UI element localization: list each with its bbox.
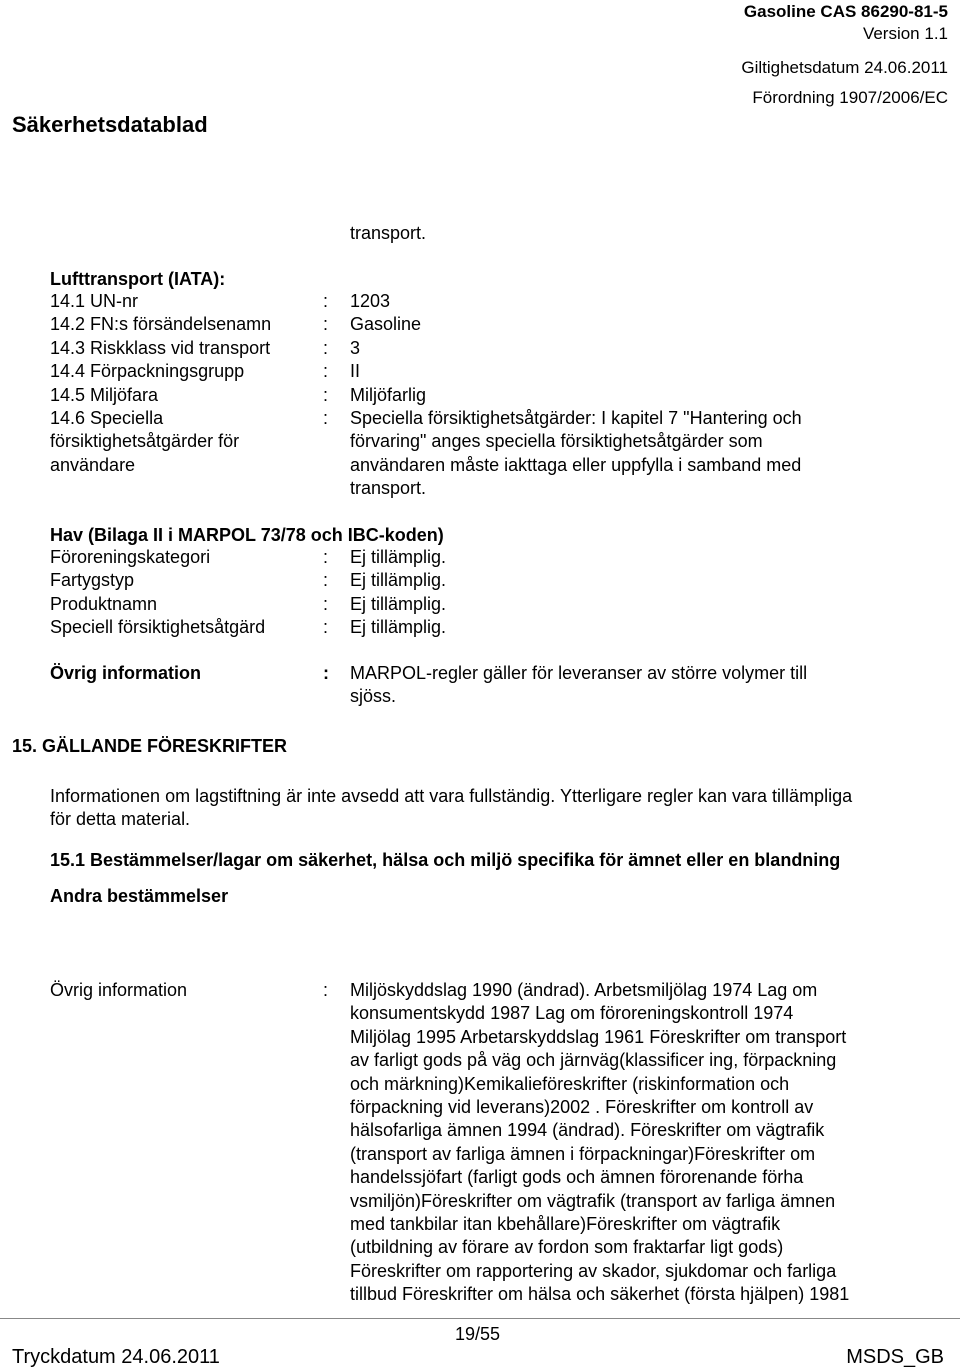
sea-transport-heading: Hav (Bilaga II i MARPOL 73/78 och IBC-koden) [50, 525, 444, 545]
value-line: transport. [350, 478, 427, 499]
row-colon: : [323, 408, 329, 428]
row-value: 3 [350, 337, 361, 358]
version-label: Version 1.1 [862, 24, 948, 43]
row-value: Ej tillämplig. [350, 570, 447, 591]
row-value: Ej tillämplig. [350, 547, 447, 567]
row-label: Fartygstyp [50, 570, 135, 591]
intro-line: för detta material. [50, 809, 191, 830]
regulation-line: hälsofarliga ämnen 1994 (ändrad). Föreskrifter om vägtrafik [350, 1120, 825, 1141]
other-information-label: Övrig information [50, 980, 188, 1000]
row-colon: : [323, 337, 329, 358]
label-line: försiktighetsåtgärder för [50, 431, 240, 452]
value-line: MARPOL-regler gäller för leveranser av större volymer till [350, 663, 808, 683]
regulation-line: (utbildning av förare av fordon som fraktarfar ligt gods) [350, 1237, 784, 1258]
section-15-1-heading: 15.1 Bestämmelser/lagar om säkerhet, hälsa och miljö specifika för ämnet eller en blandning [50, 850, 841, 870]
carryover-text: transport. [350, 223, 427, 243]
air-transport-heading: Lufttransport (IATA): [50, 269, 226, 289]
print-date: Tryckdatum 24.06.2011 [12, 1346, 220, 1368]
regulation-line: (transport av farliga ämnen i förpackningar)Föreskrifter om [350, 1143, 816, 1164]
row-colon: : [323, 384, 329, 405]
regulations-list [350, 979, 849, 1307]
regulation-line: och märkning)Kemikalieföreskrifter (riskinformation och [350, 1073, 790, 1094]
other-information-value [350, 662, 807, 709]
special-precautions-value [350, 407, 802, 501]
regulation-line: handelssjöfart (farligt gods och ämnen förorenande förha [350, 1167, 804, 1188]
row-label: 14.3 Riskklass vid transport [50, 337, 271, 358]
row-value: Ej tillämplig. [350, 593, 447, 614]
regulation-line: Miljölag 1995 Arbetarskyddslag 1961 Föreskrifter om transport [350, 1026, 847, 1047]
row-colon: : [323, 980, 329, 1000]
regulation-line: av farligt gods på väg och järnväg(klassificer ing, förpackning [350, 1050, 837, 1071]
row-colon: : [323, 617, 329, 638]
regulation-line: tillbud Föreskrifter om hälsa och säkerhet (första hjälpen) 1981 [350, 1284, 850, 1305]
row-colon: : [323, 361, 329, 382]
row-value: Miljöfarlig [350, 384, 427, 405]
value-line: Speciella försiktighetsåtgärder: I kapitel 7 "Hantering och [350, 408, 802, 428]
regulation-label: Förordning 1907/2006/EC [752, 88, 948, 107]
regulation-line: förpackning vid leverans)2002 . Föreskrifter om kontroll av [350, 1097, 814, 1118]
validity-date: Giltighetsdatum 24.06.2011 [741, 58, 948, 77]
row-label: 14.5 Miljöfara [50, 384, 159, 405]
regulation-line: med tankbilar itan kbehållare)Föreskrifter om vägtrafik [350, 1214, 781, 1235]
row-colon: : [323, 314, 329, 335]
value-line: användaren måste iakttaga eller uppfylla i samband med [350, 454, 802, 475]
regulation-line: Föreskrifter om rapportering av skador, sjukdomar och farliga [350, 1260, 837, 1281]
row-label: 14.4 Förpackningsgrupp [50, 361, 245, 382]
regulation-line: Miljöskyddslag 1990 (ändrad). Arbetsmiljölag 1974 Lag om [350, 980, 818, 1000]
row-value: II [350, 361, 361, 382]
special-precautions-label [50, 407, 239, 477]
section-15-heading: 15. GÄLLANDE FÖRESKRIFTER [12, 736, 288, 756]
regulation-line: vsmiljön)Föreskrifter om vägtrafik (transport av farliga ämnen [350, 1190, 836, 1211]
regulation-line: konsumentskydd 1987 Lag om föroreningskontroll 1974 [350, 1003, 794, 1024]
value-line: sjöss. [350, 686, 397, 707]
intro-line: Informationen om lagstiftning är inte avsedd att vara fullständig. Ytterligare regler kan vara tillämpliga [50, 786, 853, 806]
row-colon: : [323, 570, 329, 591]
row-label: Produktnamn [50, 593, 158, 614]
other-rules-heading: Andra bestämmelser [50, 886, 229, 906]
row-label: Föroreningskategori [50, 547, 211, 567]
document-code: MSDS_GB [846, 1346, 944, 1368]
row-colon: : [323, 291, 329, 311]
label-line: användare [50, 454, 136, 475]
row-value: 1203 [350, 291, 391, 311]
document-title: Säkerhetsdatablad [12, 112, 208, 137]
row-colon: : [323, 663, 329, 683]
row-value: Ej tillämplig. [350, 617, 447, 638]
row-value: Gasoline [350, 314, 422, 335]
value-line: förvaring" anges speciella försiktighetsåtgärder som [350, 431, 763, 452]
section-15-intro [50, 785, 852, 832]
row-label: 14.1 UN-nr [50, 291, 139, 311]
row-label: 14.2 FN:s försändelsenamn [50, 314, 272, 335]
footer-divider [0, 1318, 960, 1319]
product-name: Gasoline CAS 86290-81-5 [743, 2, 948, 21]
page-number: 19/55 [455, 1324, 501, 1344]
other-information-label: Övrig information [50, 663, 202, 683]
row-colon: : [323, 547, 329, 567]
row-label: Speciell försiktighetsåtgärd [50, 617, 266, 638]
label-line: 14.6 Speciella [50, 408, 164, 428]
row-colon: : [323, 593, 329, 614]
